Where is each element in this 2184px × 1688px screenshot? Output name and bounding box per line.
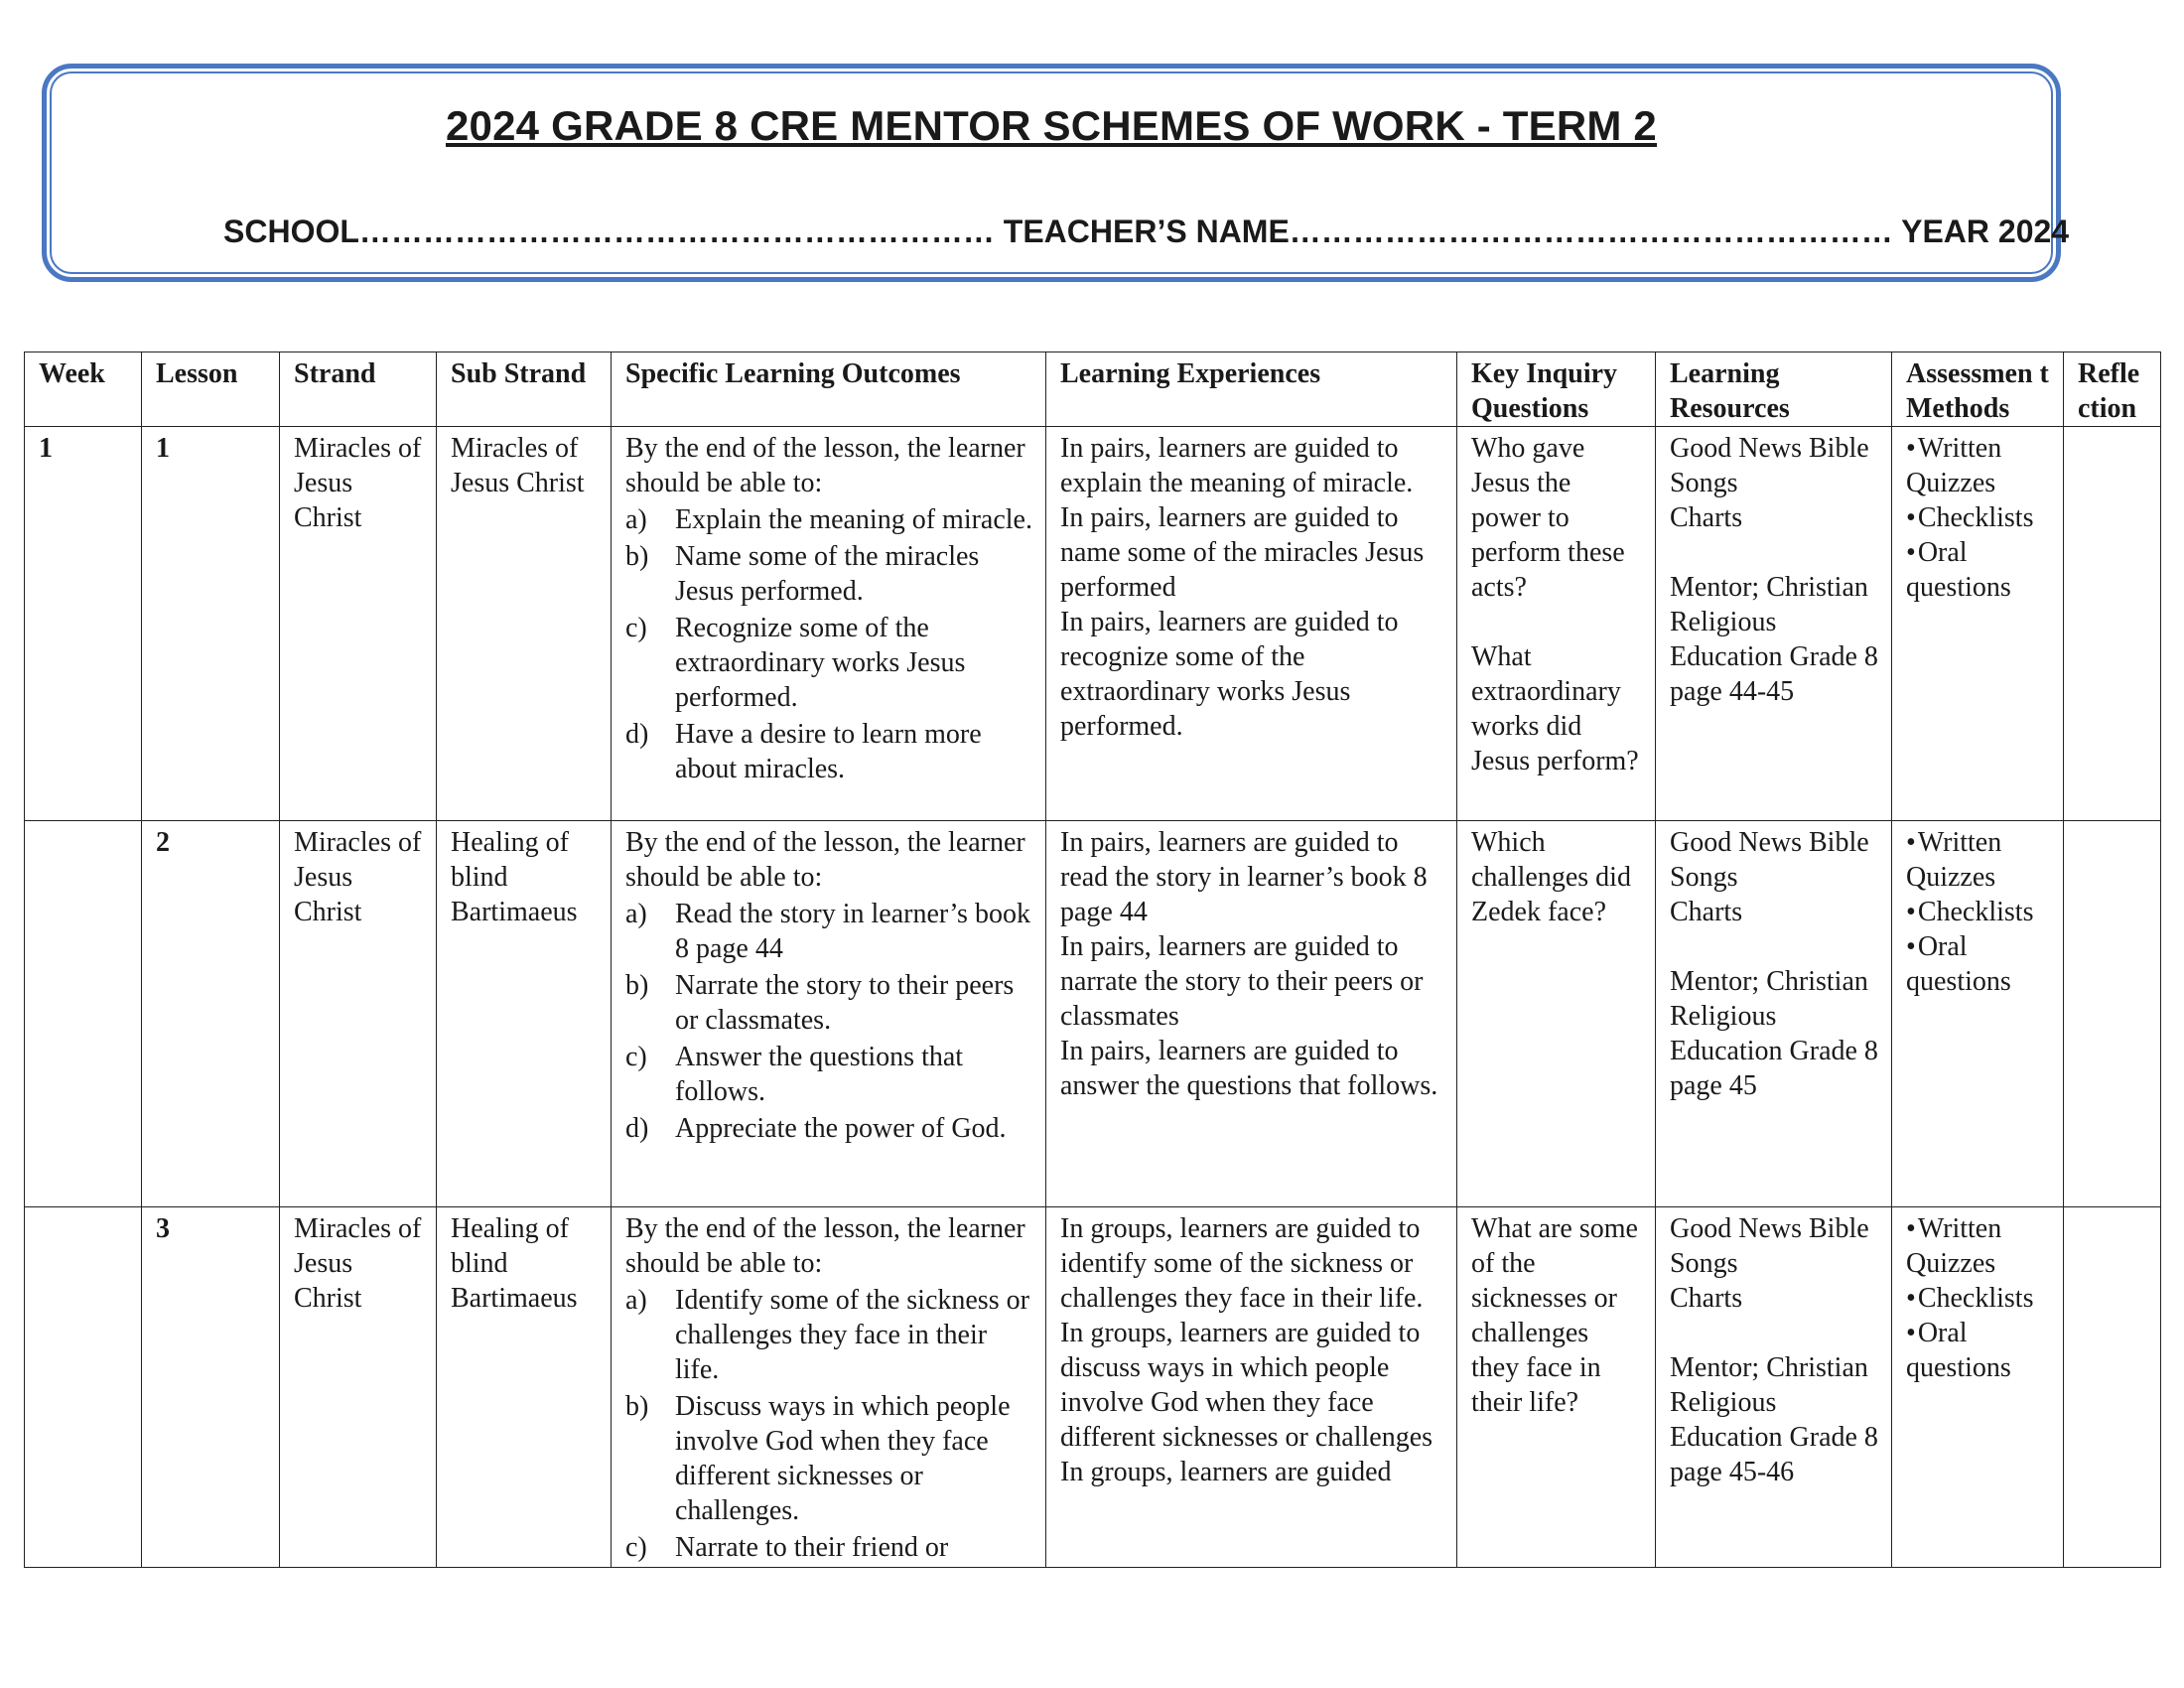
outcome-text: Have a desire to learn more about miracles. [675, 719, 982, 784]
bullet-icon: • [1906, 433, 1916, 464]
list-item [625, 1111, 1033, 1146]
resource-mentor-book: Mentor; Christian Religious Education Grade 8 page 44-45 [1670, 572, 1878, 707]
resource-item: Charts [1670, 502, 1743, 533]
assessment-item [1906, 1281, 2051, 1316]
resources-cell [1656, 821, 1892, 1207]
week-cell: 1 [25, 427, 142, 821]
experiences-cell [1046, 1207, 1457, 1568]
experience-text: In pairs, learners are guided to answer the questions that follows. [1060, 1036, 1438, 1101]
column-header-experiences: Learning Experiences [1046, 352, 1457, 427]
schemes-of-work-table [24, 352, 2161, 1568]
outcomes-list [625, 1283, 1033, 1565]
bullet-icon: • [1906, 502, 1916, 533]
experience-text: In groups, learners are guided to discuss ways in which people involve God when they face different sicknesses or challenges [1060, 1318, 1433, 1453]
strand-cell: Miracles of Jesus Christ [280, 427, 437, 821]
sub-strand-cell: Healing of blind Bartimaeus [437, 1207, 612, 1568]
assessment-text: Checklists [1917, 1283, 2034, 1314]
column-header-sub-strand: Sub Strand [437, 352, 612, 427]
experience-text: In pairs, learners are guided to explain the meaning of miracle. [1060, 433, 1414, 498]
bullet-icon: • [1906, 537, 1916, 568]
week-cell [25, 821, 142, 1207]
outcome-text: Read the story in learner’s book 8 page 44 [675, 899, 1030, 964]
column-header-reflection: Refle ction [2064, 352, 2161, 427]
key-questions-cell [1457, 821, 1656, 1207]
resource-item: Good News Bible [1670, 1213, 1869, 1244]
column-header-outcomes: Specific Learning Outcomes [612, 352, 1046, 427]
key-question: Who gave Jesus the power to perform these acts? [1471, 433, 1625, 603]
resource-item: Songs [1670, 468, 1738, 498]
resource-item: Songs [1670, 1248, 1738, 1279]
outcomes-intro: By the end of the lesson, the learner should be able to: [625, 1213, 1025, 1279]
assessment-cell [1892, 1207, 2064, 1568]
column-header-resources: Learning Resources [1656, 352, 1892, 427]
outcome-marker: b) [625, 1391, 649, 1422]
table-row [25, 821, 2161, 1207]
assessment-item [1906, 929, 2051, 999]
experience-text: In pairs, learners are guided to narrate the story to their peers or classmates [1060, 931, 1424, 1032]
outcome-marker: b) [625, 541, 649, 572]
outcome-marker: b) [625, 970, 649, 1001]
outcomes-cell [612, 427, 1046, 821]
bullet-icon: • [1906, 1213, 1916, 1244]
key-question: Which challenges did Zedek face? [1471, 827, 1631, 927]
column-header-week: Week [25, 352, 142, 427]
outcome-text: Narrate to their friend or [675, 1532, 949, 1563]
table-row [25, 1207, 2161, 1568]
assessment-text: Written Quizzes [1906, 827, 2002, 893]
experience-text: In pairs, learners are guided to name some of the miracles Jesus performed [1060, 502, 1425, 603]
outcome-marker: c) [625, 613, 647, 643]
lesson-cell: 1 [142, 427, 280, 821]
reflection-cell [2064, 427, 2161, 821]
bullet-icon: • [1906, 1283, 1916, 1314]
outcome-text: Appreciate the power of God. [675, 1113, 1007, 1144]
experience-text: In pairs, learners are guided to read the story in learner’s book 8 page 44 [1060, 827, 1428, 927]
outcomes-intro: By the end of the lesson, the learner should be able to: [625, 827, 1025, 893]
strand-cell: Miracles of Jesus Christ [280, 1207, 437, 1568]
outcomes-list [625, 897, 1033, 1146]
assessment-item [1906, 500, 2051, 535]
experience-text: In pairs, learners are guided to recognize some of the extraordinary works Jesus performed. [1060, 607, 1399, 742]
lesson-cell: 2 [142, 821, 280, 1207]
outcome-text: Recognize some of the extraordinary works Jesus performed. [675, 613, 966, 713]
table-row [25, 427, 2161, 821]
sub-strand-cell: Miracles of Jesus Christ [437, 427, 612, 821]
resource-item: Charts [1670, 897, 1743, 927]
outcome-marker: a) [625, 899, 647, 929]
column-header-strand: Strand [280, 352, 437, 427]
outcome-text: Identify some of the sickness or challenges they face in their life. [675, 1285, 1029, 1385]
assessment-item [1906, 1211, 2051, 1281]
assessment-item [1906, 825, 2051, 895]
outcome-text: Explain the meaning of miracle. [675, 504, 1032, 535]
outcomes-cell [612, 821, 1046, 1207]
list-item [625, 1040, 1033, 1109]
assessment-text: Oral questions [1906, 537, 2011, 603]
outcomes-intro: By the end of the lesson, the learner should be able to: [625, 433, 1025, 498]
column-header-lesson: Lesson [142, 352, 280, 427]
list-item [625, 502, 1033, 537]
bullet-icon: • [1906, 827, 1916, 858]
list-item [625, 968, 1033, 1038]
assessment-text: Written Quizzes [1906, 1213, 2002, 1279]
outcome-marker: d) [625, 719, 649, 750]
resource-mentor-book: Mentor; Christian Religious Education Grade 8 page 45-46 [1670, 1352, 1878, 1487]
resources-cell [1656, 427, 1892, 821]
assessment-item [1906, 535, 2051, 605]
reflection-cell [2064, 1207, 2161, 1568]
bullet-icon: • [1906, 897, 1916, 927]
teacher-name-field: TEACHER’S NAME………………………………………………… [1003, 213, 1893, 249]
outcome-marker: a) [625, 504, 647, 535]
assessment-text: Oral questions [1906, 1318, 2011, 1383]
outcomes-list [625, 502, 1033, 786]
outcome-marker: d) [625, 1113, 649, 1144]
resource-item: Charts [1670, 1283, 1743, 1314]
bullet-icon: • [1906, 1318, 1916, 1348]
experience-text: In groups, learners are guided [1060, 1457, 1392, 1487]
experience-text: In groups, learners are guided to identify some of the sickness or challenges they face in their life. [1060, 1213, 1424, 1314]
assessment-cell [1892, 821, 2064, 1207]
outcomes-cell [612, 1207, 1046, 1568]
outcome-text: Name some of the miracles Jesus performed. [675, 541, 980, 607]
outcome-text: Answer the questions that follows. [675, 1042, 964, 1107]
list-item [625, 1283, 1033, 1387]
assessment-cell [1892, 427, 2064, 821]
resource-item: Songs [1670, 862, 1738, 893]
assessment-text: Checklists [1917, 502, 2034, 533]
key-questions-cell [1457, 1207, 1656, 1568]
reflection-cell [2064, 821, 2161, 1207]
assessment-item [1906, 1316, 2051, 1385]
outcome-text: Narrate the story to their peers or classmates. [675, 970, 1015, 1036]
school-field: SCHOOL…………………………………………………… [223, 213, 995, 249]
list-item [625, 1389, 1033, 1528]
key-question: What are some of the sicknesses or challenges they face in their life? [1471, 1213, 1638, 1418]
sub-strand-cell: Healing of blind Bartimaeus [437, 821, 612, 1207]
resource-mentor-book: Mentor; Christian Religious Education Grade 8 page 45 [1670, 966, 1878, 1101]
week-cell [25, 1207, 142, 1568]
info-line [223, 213, 2069, 250]
assessment-item [1906, 431, 2051, 500]
header-box [42, 64, 2070, 282]
outcome-marker: c) [625, 1532, 647, 1563]
outcome-text: Discuss ways in which people involve God when they face different sicknesses or challenges. [675, 1391, 1011, 1526]
outcome-marker: a) [625, 1285, 647, 1316]
outcome-marker: c) [625, 1042, 647, 1072]
list-item [625, 611, 1033, 715]
table-header-row [25, 352, 2161, 427]
resources-cell [1656, 1207, 1892, 1568]
strand-cell: Miracles of Jesus Christ [280, 821, 437, 1207]
list-item [625, 897, 1033, 966]
key-questions-cell [1457, 427, 1656, 821]
assessment-text: Written Quizzes [1906, 433, 2002, 498]
assessment-text: Oral questions [1906, 931, 2011, 997]
assessment-item [1906, 895, 2051, 929]
resource-item: Good News Bible [1670, 827, 1869, 858]
bullet-icon: • [1906, 931, 1916, 962]
list-item [625, 717, 1033, 786]
column-header-assessment: Assessmen t Methods [1892, 352, 2064, 427]
column-header-key-questions: Key Inquiry Questions [1457, 352, 1656, 427]
assessment-text: Checklists [1917, 897, 2034, 927]
list-item [625, 1530, 1033, 1565]
experiences-cell [1046, 821, 1457, 1207]
resource-item: Good News Bible [1670, 433, 1869, 464]
key-question: What extraordinary works did Jesus perform? [1471, 641, 1639, 776]
experiences-cell [1046, 427, 1457, 821]
document-title: 2024 GRADE 8 CRE MENTOR SCHEMES OF WORK - TERM 2 [446, 102, 1657, 149]
list-item [625, 539, 1033, 609]
lesson-cell: 3 [142, 1207, 280, 1568]
year-field: YEAR 2024 [1901, 213, 2070, 249]
